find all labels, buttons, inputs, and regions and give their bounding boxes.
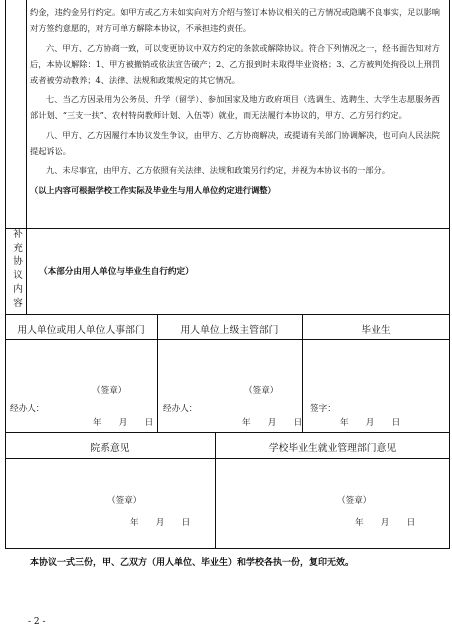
terms-adjust-note: （以上内容可根据学校工作实际及毕业生与用人单位约定进行调整） [30, 184, 276, 195]
term-paragraph-6: 六、甲方、乙方协商一致，可以变更协议中双方约定的条款或解除协议。符合下列情况之一，经书面告知对方后，本协议解除：1、甲方被撤销或依法宣告破产；2、乙方报到时未取得毕业资格；3、乙方被判处拘役以上刑罚或者被劳动教养；4、法律、法规和政策规定的其它情况。 [30, 42, 440, 85]
term-paragraph-5-cont: 约金，违约金另行约定。如甲方或乙方未如实向对方介绍与签订本协议相关的己方情况或隐瞒不良事实，足以影响对方签约意愿的，对方可单方解除本协议，不承担违约责任。 [30, 7, 440, 33]
supervisor-seal: （签章） [244, 386, 279, 396]
row-divider [5, 432, 450, 433]
term-paragraph-9: 九、未尽事宜，由甲方、乙方依照有关法律、法规和政策另行约定，并视为本协议书的一部分。 [46, 165, 390, 175]
employer-handler-label: 经办人： [10, 404, 45, 414]
row-divider [5, 458, 450, 459]
page-number: - 2 - [28, 617, 46, 627]
row-divider [5, 314, 450, 315]
department-opinion-title: 院系意见 [90, 443, 130, 454]
office-seal: （签章） [337, 496, 372, 506]
copies-note: 本协议一式三份，甲、乙双方（用人单位、毕业生）和学校各执一份，复印无效。 [30, 558, 355, 568]
graduate-column-title: 毕业生 [361, 325, 391, 336]
supervisor-date: 年 月 日 [242, 418, 303, 428]
supervisor-handler-label: 经办人： [163, 404, 198, 414]
department-seal: （签章） [107, 496, 142, 506]
column-divider [26, 0, 27, 314]
employer-date: 年 月 日 [93, 418, 154, 428]
supervisor-column-title: 用人单位上级主管部门 [180, 325, 279, 336]
row-divider [5, 228, 450, 229]
department-date: 年 月 日 [130, 518, 191, 528]
employer-seal: （签章） [92, 386, 127, 396]
graduate-date: 年 月 日 [340, 418, 401, 428]
row-divider [5, 339, 450, 340]
supplement-note: （本部分由用人单位与毕业生自行约定） [39, 267, 194, 277]
employment-office-opinion-title: 学校毕业生就业管理部门意见 [268, 443, 397, 454]
agreement-terms [30, 4, 440, 201]
term-paragraph-8: 八、甲方、乙方因履行本协议发生争议，由甲方、乙方协商解决，或提请有关部门协调解决，也可向人民法院提起诉讼。 [30, 129, 440, 156]
term-paragraph-7: 七、当乙方因录用为公务员、升学（留学）、参加国家及地方政府项目（选调生、选聘生、大学生志愿服务西部计划、“三支一扶”、农村特岗教师计划、入伍等）就业，而无法履行本协议的，甲方、乙方另行约定。 [30, 94, 440, 120]
office-date: 年 月 日 [355, 518, 416, 528]
employer-column-title: 用人单位或用人单位人事部门 [17, 325, 145, 336]
graduate-signature-label: 签字： [310, 404, 336, 414]
supplement-label: 补充协议内容 [13, 229, 23, 309]
